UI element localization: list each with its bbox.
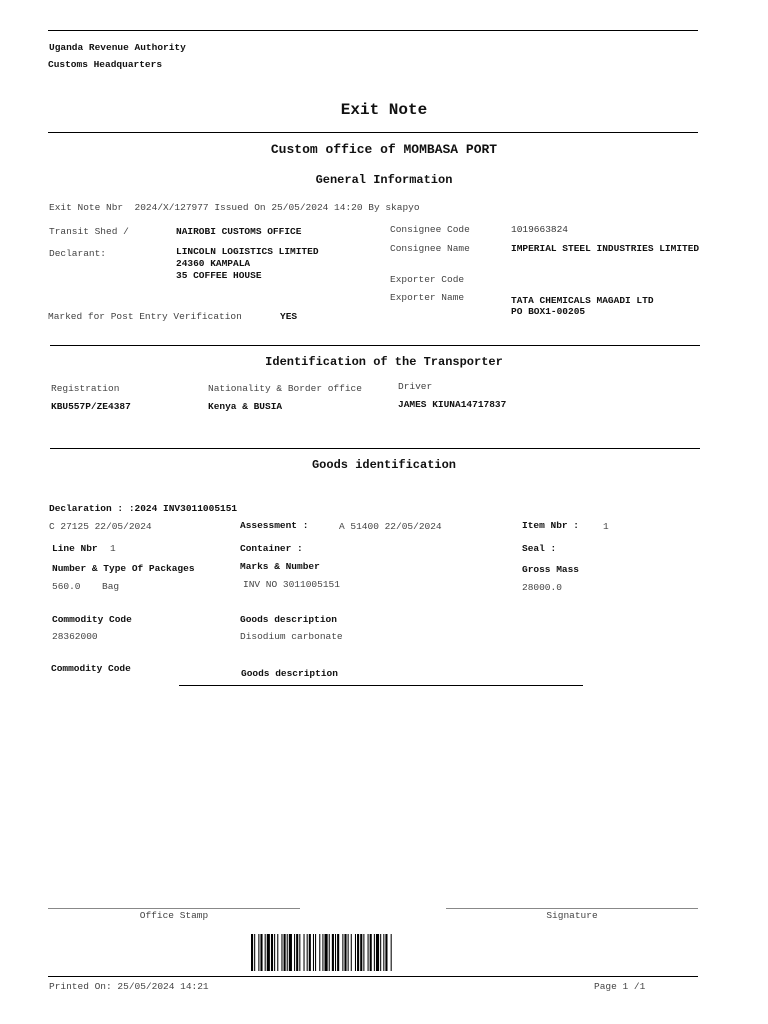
page-number: Page 1 /1 <box>594 981 646 992</box>
container-label: Container : <box>240 543 303 554</box>
consignee-name-label: Consignee Name <box>390 243 470 254</box>
barcode-bar <box>363 934 364 971</box>
barcode-bar <box>307 934 308 971</box>
barcode-bar <box>274 934 275 971</box>
barcode-bar <box>348 934 349 971</box>
driver-label: Driver <box>398 381 433 392</box>
barcode-bar <box>271 934 273 971</box>
nationality-value: Kenya & BUSIA <box>208 401 283 412</box>
barcode-bar <box>374 934 375 971</box>
barcode-bar <box>313 934 314 971</box>
consignee-code-label: Consignee Code <box>390 224 470 235</box>
office-stamp-rule <box>48 908 300 909</box>
packages-label: Number & Type Of Packages <box>52 563 195 574</box>
line-nbr-label: Line Nbr <box>52 543 98 554</box>
transit-shed-value: NAIROBI CUSTOMS OFFICE <box>176 226 302 237</box>
commodity-code-label: Commodity Code <box>52 614 132 625</box>
c-reference: C 27125 22/05/2024 <box>49 521 152 532</box>
packages-qty: 560.0 <box>52 581 81 592</box>
pev-label: Marked for Post Entry Verification <box>48 311 242 322</box>
barcode-bar <box>309 934 311 971</box>
transporter-heading: Identification of the Transporter <box>265 355 503 369</box>
barcode-bar <box>304 934 305 971</box>
barcode-bar <box>360 934 362 971</box>
barcode-bar <box>351 934 352 971</box>
bottom-rule <box>48 976 698 977</box>
gross-mass-value: 28000.0 <box>522 582 562 593</box>
barcode-bar <box>287 934 288 971</box>
goods-description-value: Disodium carbonate <box>240 631 343 642</box>
transit-shed-label: Transit Shed / <box>49 226 129 237</box>
barcode-bar <box>335 934 336 971</box>
declarant-line-2: 24360 KAMPALA <box>176 258 251 269</box>
consignee-name-value: IMPERIAL STEEL INDUSTRIES LIMITED <box>511 243 700 254</box>
barcode-bar <box>376 934 379 971</box>
registration-value: KBU557P/ZE4387 <box>51 401 131 412</box>
barcode-bar <box>260 934 262 971</box>
goods-end-rule <box>179 685 583 686</box>
exporter-name-label: Exporter Name <box>390 292 465 303</box>
top-rule <box>48 30 698 31</box>
title-rule <box>48 132 698 133</box>
declarant-line-3: 35 COFFEE HOUSE <box>176 270 262 281</box>
barcode-bar <box>337 934 339 971</box>
barcode-bar <box>385 934 387 971</box>
barcode-bar <box>368 934 369 971</box>
barcode-bar <box>342 934 343 971</box>
exporter-code-label: Exporter Code <box>390 274 465 285</box>
exporter-line-2: PO BOX1-00205 <box>511 306 586 317</box>
barcode-bar <box>344 934 346 971</box>
barcode-bar <box>267 934 270 971</box>
declaration-line: Declaration : :2024 INV3011005151 <box>49 503 238 514</box>
barcode-bar <box>277 934 278 971</box>
custom-office-heading: Custom office of MOMBASA PORT <box>270 142 498 157</box>
item-nbr-value: 1 <box>603 521 609 532</box>
marks-label: Marks & Number <box>240 561 320 572</box>
barcode-bar <box>370 934 372 971</box>
gross-mass-label: Gross Mass <box>522 564 580 575</box>
barcode-bar <box>380 934 381 971</box>
barcode-bar <box>329 934 330 971</box>
barcode-bar <box>294 934 295 971</box>
barcode-bar <box>258 934 259 971</box>
goods-rule <box>50 448 700 449</box>
goods-heading: Goods identification <box>311 458 457 472</box>
registration-label: Registration <box>51 383 120 394</box>
signature-rule <box>446 908 698 909</box>
exporter-line-1: TATA CHEMICALS MAGADI LTD <box>511 295 654 306</box>
general-info-heading: General Information <box>315 173 453 187</box>
barcode-bar <box>281 934 282 971</box>
barcode-bar <box>383 934 384 971</box>
barcode-bar <box>391 934 392 971</box>
barcode-bar <box>322 934 323 971</box>
barcode-bar <box>315 934 316 971</box>
office-name: Customs Headquarters <box>48 59 163 70</box>
declarant-label: Declarant: <box>49 248 107 259</box>
page-title: Exit Note <box>340 101 428 119</box>
barcode-bar <box>284 934 286 971</box>
commodity-code-label-2: Commodity Code <box>51 663 131 674</box>
barcode-bar <box>332 934 334 971</box>
barcode-bar <box>289 934 292 971</box>
goods-description-label: Goods description <box>240 614 337 625</box>
driver-value: JAMES KIUNA14717837 <box>398 399 507 410</box>
printed-on: Printed On: 25/05/2024 14:21 <box>49 981 209 992</box>
barcode-bar <box>265 934 266 971</box>
barcode-bar <box>319 934 320 971</box>
consignee-code-value: 1019663824 <box>511 224 569 235</box>
marks-value: INV NO 3011005151 <box>243 579 340 590</box>
goods-description-label-2: Goods description <box>241 668 338 679</box>
exit-note-line: Exit Note Nbr 2024/X/127977 Issued On 25/05/2024 14:20 By skapyo <box>49 202 420 213</box>
office-stamp-label: Office Stamp <box>139 910 209 921</box>
barcode-bar <box>355 934 356 971</box>
assessment-value: A 51400 22/05/2024 <box>339 521 442 532</box>
packages-type: Bag <box>102 581 120 592</box>
transporter-rule <box>50 345 700 346</box>
declarant-line-1: LINCOLN LOGISTICS LIMITED <box>176 246 319 257</box>
nationality-label: Nationality & Border office <box>208 383 362 394</box>
barcode-bar <box>299 934 300 971</box>
barcode-bar <box>325 934 328 971</box>
line-nbr-value: 1 <box>110 543 116 554</box>
commodity-code-value: 28362000 <box>52 631 98 642</box>
authority-name: Uganda Revenue Authority <box>49 42 186 53</box>
barcode-bar <box>251 934 253 971</box>
barcode-bar <box>254 934 255 971</box>
item-nbr-label: Item Nbr : <box>522 520 580 531</box>
barcode-bar <box>357 934 359 971</box>
seal-label: Seal : <box>522 543 557 554</box>
pev-value: YES <box>280 311 298 322</box>
assessment-label: Assessment : <box>240 520 309 531</box>
barcode-bar <box>296 934 298 971</box>
signature-label: Signature <box>546 910 598 921</box>
barcode <box>251 934 488 971</box>
